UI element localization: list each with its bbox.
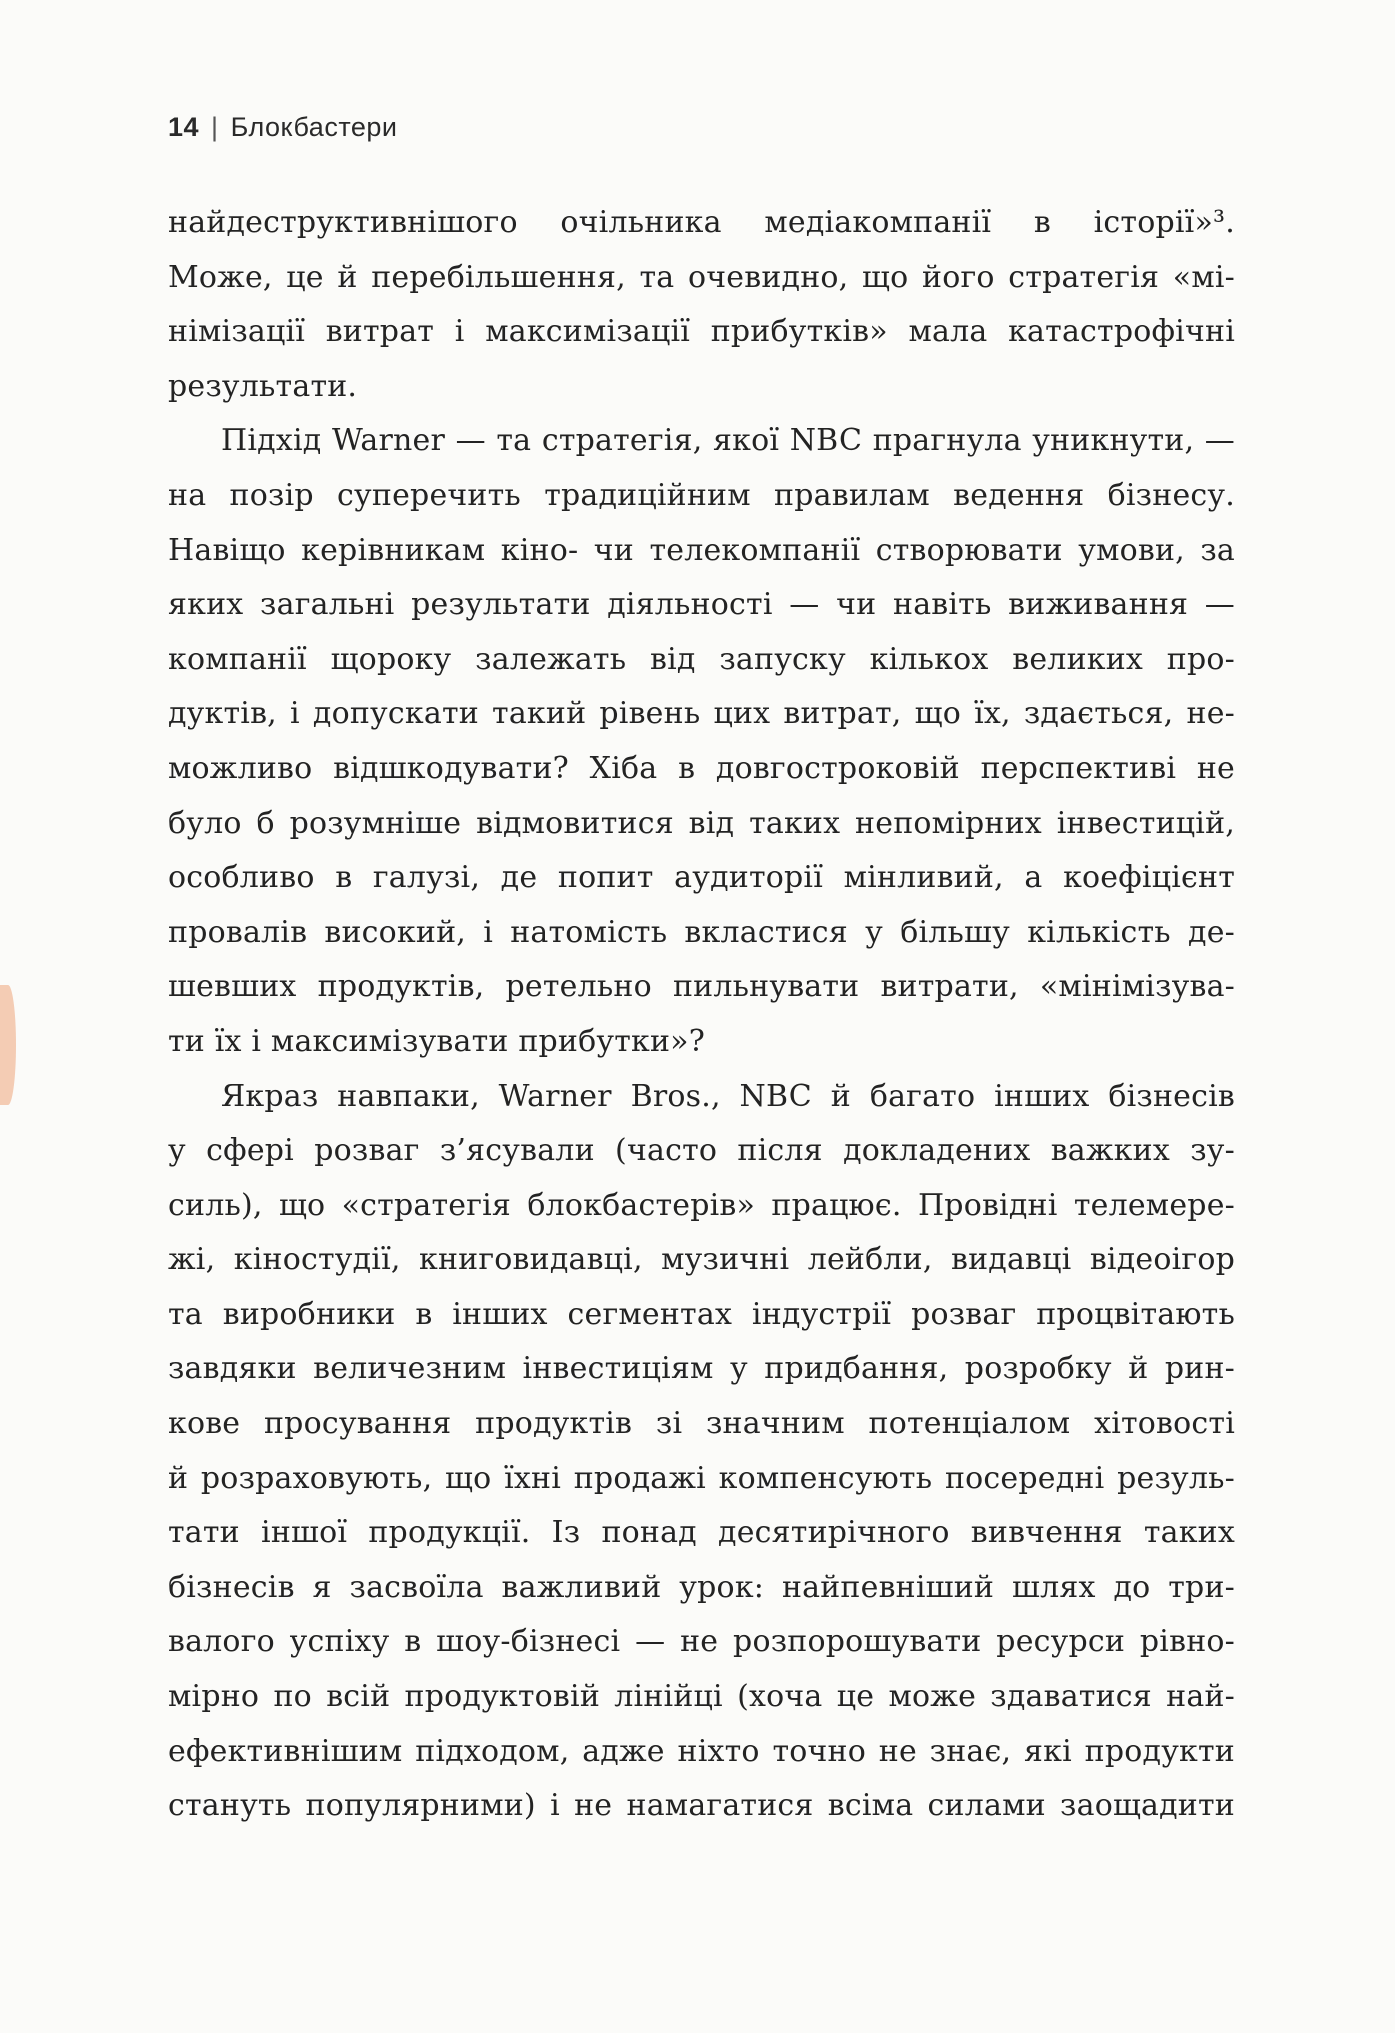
text-line: ефективнішим підходом, адже ніхто точно не знає, які продукти	[168, 1733, 1235, 1769]
text-line: й розраховують, що їхні продажі компенсують посередні резуль-	[168, 1460, 1235, 1496]
text-line: Може, це й перебільшення, та очевидно, що його стратегія «мі-	[168, 259, 1235, 295]
text-line: можливо відшкодувати? Хіба в довгостроковій перспективі не	[168, 750, 1235, 786]
paragraph-first-line: Підхід Warner — та стратегія, якої NBC прагнула уникнути, —	[221, 423, 1235, 459]
text-line: шевших продуктів, ретельно пильнувати витрати, «мінімізува-	[168, 969, 1235, 1005]
text-line: у сфері розваг з’ясували (часто після докладених важких зу-	[168, 1133, 1235, 1169]
text-line: на позір суперечить традиційним правилам ведення бізнесу.	[168, 477, 1235, 513]
running-header	[168, 112, 398, 143]
text-line: завдяки величезним інвестиціям у придбання, розробку й рин-	[168, 1351, 1235, 1387]
text-line: яких загальні результати діяльності — чи навіть виживання —	[168, 587, 1235, 623]
text-line: дуктів, і допускати такий рівень цих витрат, що їх, здається, не-	[168, 696, 1235, 732]
text-line: мірно по всій продуктовій лінійці (хоча це може здаватися най-	[168, 1679, 1235, 1715]
text-line: німізації витрат і максимізації прибутків» мала катастрофічні	[168, 314, 1235, 350]
text-line: кове просування продуктів зі значним потенціалом хітовості	[168, 1406, 1235, 1442]
page-edge-mark	[0, 985, 16, 1105]
body-text	[168, 196, 1235, 1834]
text-line: валого успіху в шоу-бізнесі — не розпорошувати ресурси рівно-	[168, 1624, 1235, 1660]
text-line: результати.	[168, 368, 358, 404]
text-line: бізнесів я засвоїла важливий урок: найпевніший шлях до три-	[168, 1569, 1235, 1605]
text-line: Навіщо керівникам кіно- чи телекомпанії створювати умови, за	[168, 532, 1235, 568]
text-line: було б розумніше відмовитися від таких непомірних інвестицій,	[168, 805, 1235, 841]
text-line: стануть популярними) і не намагатися всіма силами заощадити	[168, 1788, 1235, 1824]
text-line: тати іншої продукції. Із понад десятирічного вивчення таких	[168, 1515, 1235, 1551]
text-line: ти їх і максимізувати прибутки»?	[168, 1023, 706, 1059]
text-line: силь), що «стратегія блокбастерів» працює. Провідні телемере-	[168, 1187, 1235, 1223]
paragraph-first-line: Якраз навпаки, Warner Bros., NBC й багато інших бізнесів	[221, 1078, 1235, 1114]
header-separator: |	[211, 112, 219, 142]
text-line: та виробники в інших сегментах індустрії розваг процвітають	[168, 1296, 1235, 1332]
running-title: Блокбастери	[230, 112, 398, 142]
text-line: найдеструктивнішого очільника медіакомпанії в історії»³.	[168, 205, 1235, 240]
page-number: 14	[168, 112, 200, 142]
text-line: жі, кіностудії, книговидавці, музичні лейбли, видавці відеоігор	[168, 1242, 1235, 1278]
text-line: особливо в галузі, де попит аудиторії мінливий, а коефіцієнт	[168, 860, 1235, 896]
text-line: провалів високий, і натомість вкластися у більшу кількість де-	[168, 914, 1235, 950]
text-line: компанії щороку залежать від запуску кількох великих про-	[168, 641, 1235, 677]
